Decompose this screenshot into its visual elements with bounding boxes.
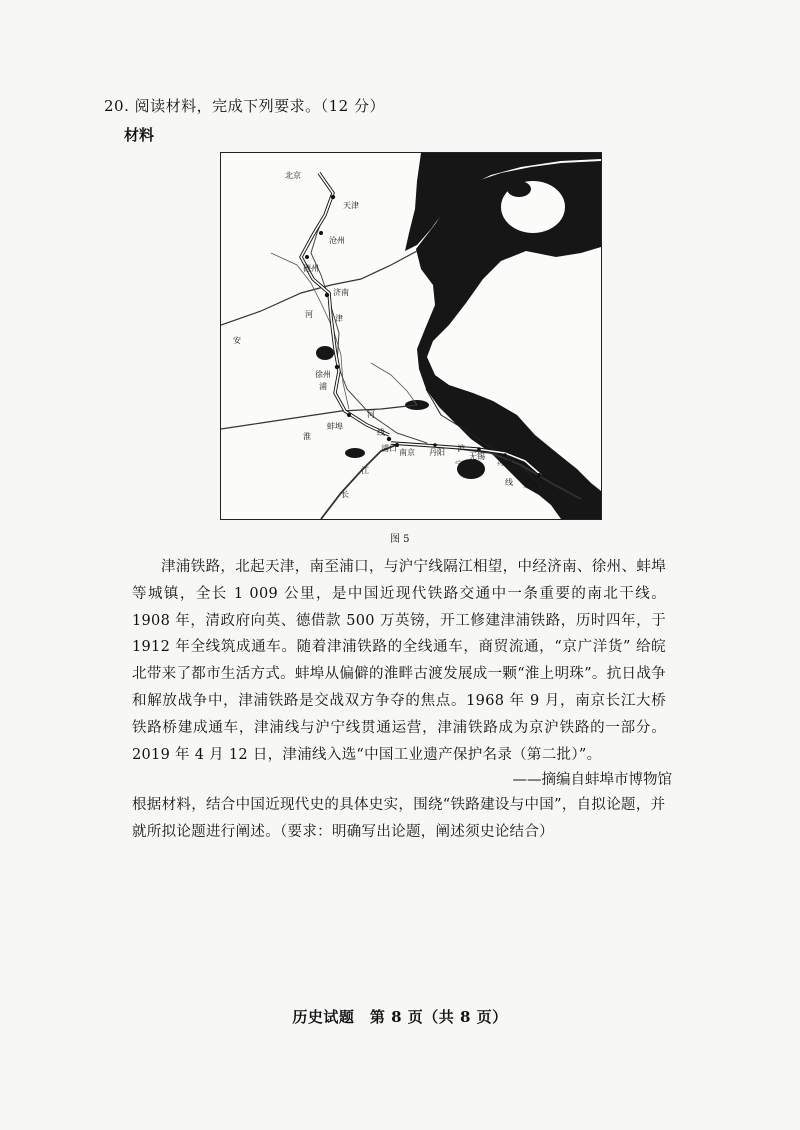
- huai-river: [221, 405, 417, 429]
- task-instruction: 根据材料，结合中国近现代史的具体史实，围绕“铁路建设与中国”，自拟论题，并就所拟论题进行阐述。（要求：明确写出论题，阐述须史论结合）: [132, 797, 666, 840]
- label-wuxi: 无锡: [469, 452, 485, 461]
- label-bengbu: 蚌埠: [327, 422, 343, 431]
- label-cangzhou: 沧州: [329, 236, 345, 245]
- label-tianjin: 天津: [343, 201, 359, 210]
- label-chang: 长: [341, 490, 349, 499]
- label-xian: 线: [377, 428, 385, 437]
- figure-caption: 图 5: [390, 534, 410, 545]
- railway-map: [220, 152, 602, 520]
- question-title: 20. 阅读材料，完成下列要求。（12 分）: [104, 97, 385, 115]
- label-jiang: 江: [361, 466, 369, 475]
- label-he: 河: [305, 310, 313, 319]
- material-label: 材料: [124, 126, 155, 144]
- label-dezhou: 德州: [303, 264, 319, 273]
- hongze-lake: [316, 346, 334, 360]
- label-hu: 沪: [457, 444, 465, 453]
- label-huai: 淮: [303, 432, 311, 441]
- label-danyang: 丹阳: [429, 448, 445, 457]
- label-he2: 河: [367, 410, 375, 419]
- page-footer: 历史试题 第 8 页（共 8 页）: [292, 1008, 508, 1026]
- label-jinan: 济南: [333, 288, 349, 297]
- label-xuzhou: 徐州: [315, 370, 331, 379]
- material-paragraph: 津浦铁路，北起天津，南至浦口，与沪宁线隔江相望，中经济南、徐州、蚌埠等城镇，全长 1 009 公里，是中国近现代铁路交通中一条重要的南北干线。1908 年，清政府向英、德借款 500 万英镑，开工修建津浦铁路，历时四年，于 1912 年全线筑成通车。随着津浦铁路的全线通车，商贸流通，“京广洋货” 给皖北带来了都市生活方式。蚌埠从偏僻的淮畔古渡发展成一颗“淮上明珠”。抗日战争和解放战争中，津浦铁路是交战双方争夺的焦点。1968 年 9 月，南京长江大桥铁路桥建成通车，津浦线与沪宁线贯通运营，津浦铁路成为京沪铁路的一部分。2019 年 4 月 12 日，津浦线入选“中国工业遗产保护名录（第二批）”。: [132, 559, 666, 763]
- label-nanjing: 南京: [399, 448, 415, 457]
- yellow-river: [221, 251, 417, 325]
- label-ning: 宁: [455, 460, 463, 469]
- label-pu: 浦: [319, 382, 327, 391]
- jinpu-railway: [301, 173, 389, 435]
- map-svg: [221, 153, 601, 519]
- label-an: 安: [233, 336, 241, 345]
- material-source: ——摘编自蚌埠市博物馆: [512, 772, 672, 788]
- label-jin: 津: [335, 314, 343, 323]
- label-shanghai: 上海: [523, 480, 539, 489]
- label-beijing: 北京: [285, 171, 301, 180]
- label-pukou: 浦口: [381, 444, 397, 453]
- label-suzhou: 苏州: [497, 458, 513, 467]
- label-xian2: 线: [505, 478, 513, 487]
